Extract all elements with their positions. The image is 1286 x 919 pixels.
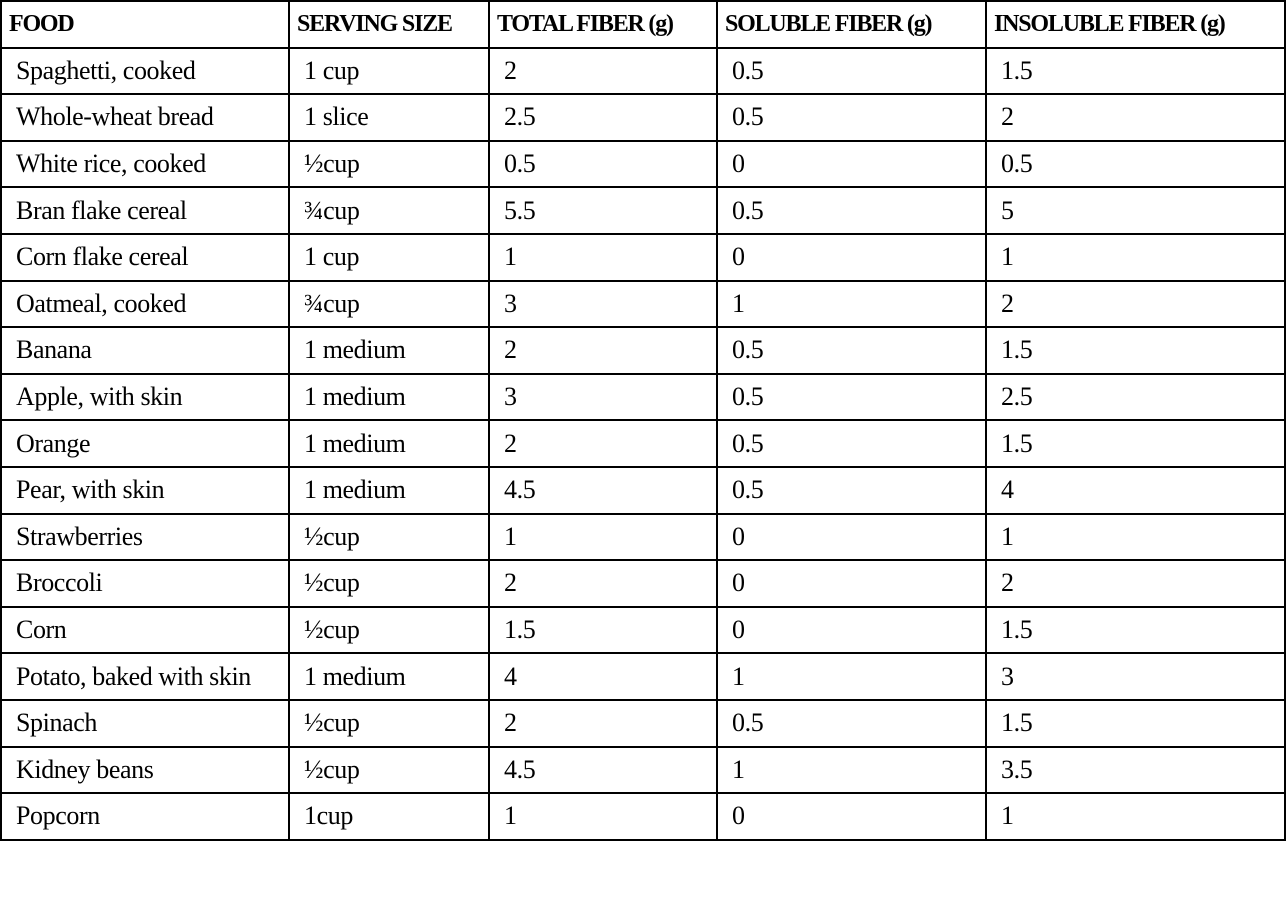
table-row: [1, 700, 1285, 747]
cell-serving-size: ½cup: [289, 607, 489, 654]
cell-serving-size: 1 medium: [289, 653, 489, 700]
table-row: [1, 420, 1285, 467]
cell-food: Oatmeal, cooked: [1, 281, 289, 328]
cell-food: White rice, cooked: [1, 141, 289, 188]
cell-total-fiber: 1: [489, 514, 717, 561]
table-row: [1, 281, 1285, 328]
cell-soluble-fiber: 0.5: [717, 467, 986, 514]
cell-total-fiber: 4.5: [489, 747, 717, 794]
cell-food: Corn: [1, 607, 289, 654]
cell-serving-size: ¾cup: [289, 187, 489, 234]
cell-soluble-fiber: 1: [717, 281, 986, 328]
cell-soluble-fiber: 0: [717, 141, 986, 188]
cell-total-fiber: 2: [489, 560, 717, 607]
cell-insoluble-fiber: 1.5: [986, 420, 1285, 467]
table-row: [1, 747, 1285, 794]
cell-food: Bran flake cereal: [1, 187, 289, 234]
cell-serving-size: ½cup: [289, 700, 489, 747]
cell-serving-size: 1 medium: [289, 327, 489, 374]
cell-food: Corn flake cereal: [1, 234, 289, 281]
table-row: [1, 467, 1285, 514]
cell-insoluble-fiber: 1.5: [986, 327, 1285, 374]
cell-total-fiber: 1: [489, 793, 717, 840]
cell-soluble-fiber: 0.5: [717, 374, 986, 421]
table-row: [1, 560, 1285, 607]
cell-total-fiber: 3: [489, 281, 717, 328]
cell-food: Spinach: [1, 700, 289, 747]
cell-soluble-fiber: 0: [717, 607, 986, 654]
cell-serving-size: 1 cup: [289, 48, 489, 95]
cell-insoluble-fiber: 1.5: [986, 48, 1285, 95]
cell-insoluble-fiber: 4: [986, 467, 1285, 514]
table-row: [1, 48, 1285, 95]
cell-serving-size: ½cup: [289, 560, 489, 607]
cell-food: Strawberries: [1, 514, 289, 561]
header-food: FOOD: [1, 1, 289, 48]
cell-serving-size: 1 medium: [289, 467, 489, 514]
header-soluble-fiber: SOLUBLE FIBER (g): [717, 1, 986, 48]
cell-food: Apple, with skin: [1, 374, 289, 421]
cell-food: Popcorn: [1, 793, 289, 840]
cell-insoluble-fiber: 3.5: [986, 747, 1285, 794]
cell-insoluble-fiber: 2: [986, 560, 1285, 607]
cell-insoluble-fiber: 5: [986, 187, 1285, 234]
table-row: [1, 327, 1285, 374]
cell-total-fiber: 2: [489, 700, 717, 747]
cell-total-fiber: 3: [489, 374, 717, 421]
table-body: [1, 48, 1285, 840]
cell-food: Potato, baked with skin: [1, 653, 289, 700]
cell-food: Kidney beans: [1, 747, 289, 794]
cell-soluble-fiber: 0: [717, 234, 986, 281]
table-row: [1, 234, 1285, 281]
cell-total-fiber: 5.5: [489, 187, 717, 234]
cell-total-fiber: 4: [489, 653, 717, 700]
cell-food: Spaghetti, cooked: [1, 48, 289, 95]
table-row: [1, 374, 1285, 421]
cell-soluble-fiber: 0: [717, 793, 986, 840]
cell-serving-size: 1 cup: [289, 234, 489, 281]
cell-food: Whole-wheat bread: [1, 94, 289, 141]
cell-serving-size: ¾cup: [289, 281, 489, 328]
table-row: [1, 653, 1285, 700]
cell-food: Banana: [1, 327, 289, 374]
cell-insoluble-fiber: 2: [986, 281, 1285, 328]
cell-serving-size: 1 slice: [289, 94, 489, 141]
cell-food: Pear, with skin: [1, 467, 289, 514]
cell-serving-size: ½cup: [289, 141, 489, 188]
cell-total-fiber: 1.5: [489, 607, 717, 654]
cell-total-fiber: 2: [489, 327, 717, 374]
table-header: [1, 1, 1285, 48]
cell-serving-size: ½cup: [289, 747, 489, 794]
cell-total-fiber: 4.5: [489, 467, 717, 514]
table-row: [1, 514, 1285, 561]
cell-insoluble-fiber: 0.5: [986, 141, 1285, 188]
header-total-fiber: TOTAL FIBER (g): [489, 1, 717, 48]
cell-soluble-fiber: 1: [717, 747, 986, 794]
cell-food: Broccoli: [1, 560, 289, 607]
table-row: [1, 141, 1285, 188]
table-row: [1, 793, 1285, 840]
cell-total-fiber: 2: [489, 420, 717, 467]
cell-insoluble-fiber: 3: [986, 653, 1285, 700]
header-serving-size: SERVING SIZE: [289, 1, 489, 48]
cell-soluble-fiber: 0.5: [717, 420, 986, 467]
cell-soluble-fiber: 0.5: [717, 187, 986, 234]
header-insoluble-fiber: INSOLUBLE FIBER (g): [986, 1, 1285, 48]
table-row: [1, 607, 1285, 654]
cell-soluble-fiber: 0.5: [717, 327, 986, 374]
cell-total-fiber: 1: [489, 234, 717, 281]
cell-soluble-fiber: 0.5: [717, 48, 986, 95]
cell-insoluble-fiber: 1.5: [986, 700, 1285, 747]
cell-total-fiber: 0.5: [489, 141, 717, 188]
cell-serving-size: 1 medium: [289, 374, 489, 421]
cell-serving-size: ½cup: [289, 514, 489, 561]
cell-insoluble-fiber: 1.5: [986, 607, 1285, 654]
cell-soluble-fiber: 0: [717, 514, 986, 561]
cell-soluble-fiber: 0: [717, 560, 986, 607]
table-row: [1, 187, 1285, 234]
cell-insoluble-fiber: 2: [986, 94, 1285, 141]
cell-total-fiber: 2.5: [489, 94, 717, 141]
cell-soluble-fiber: 0.5: [717, 94, 986, 141]
cell-soluble-fiber: 1: [717, 653, 986, 700]
cell-food: Orange: [1, 420, 289, 467]
cell-serving-size: 1cup: [289, 793, 489, 840]
cell-serving-size: 1 medium: [289, 420, 489, 467]
cell-insoluble-fiber: 2.5: [986, 374, 1285, 421]
cell-insoluble-fiber: 1: [986, 234, 1285, 281]
table-row: [1, 94, 1285, 141]
cell-insoluble-fiber: 1: [986, 793, 1285, 840]
cell-soluble-fiber: 0.5: [717, 700, 986, 747]
header-row: [1, 1, 1285, 48]
cell-total-fiber: 2: [489, 48, 717, 95]
cell-insoluble-fiber: 1: [986, 514, 1285, 561]
